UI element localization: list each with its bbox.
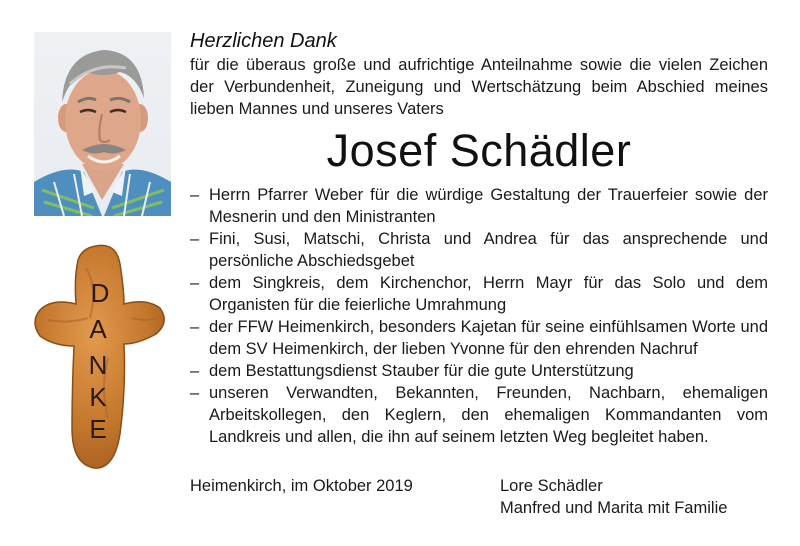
list-dash: – (190, 318, 200, 336)
cross-letter-n: N (88, 350, 108, 380)
list-dash: – (190, 230, 200, 248)
intro-text: für die überaus große und aufrichtige Anteilnahme sowie die vielen Zeichen der Verbundenheit, Zuneigung und Wertschätzung beim Abschied meines lieben Mannes und unseres Vaters (190, 56, 768, 118)
list-item-text: der FFW Heimenkirch, besonders Kajetan für seine einfühlsamen Worte und dem SV Heimenkirch, der lieben Yvonne für den ehrenden Nachruf (209, 318, 768, 358)
list-item (190, 382, 768, 448)
list-item (190, 184, 768, 228)
danke-cross-image (28, 238, 178, 478)
deceased-name: Josef Schädler (326, 125, 632, 176)
list-item-text: Herrn Pfarrer Weber für die würdige Gestaltung der Trauerfeier sowie der Mesnerin und den Ministranten (209, 186, 768, 226)
list-item (190, 316, 768, 360)
cross-letter-d: D (90, 278, 110, 308)
intro-block (190, 29, 768, 120)
list-item-text: dem Singkreis, dem Kirchenchor, Herrn Mayr für das Solo und dem Organisten für die feierliche Umrahmung (209, 274, 768, 314)
thanks-list (190, 184, 768, 448)
list-item (190, 228, 768, 272)
portrait-photo (34, 32, 171, 216)
cross-letter-a: A (89, 314, 107, 344)
list-dash: – (190, 274, 200, 292)
cross-letter-e: E (89, 414, 107, 444)
list-item-text: unseren Verwandten, Bekannten, Freunden, Nachbarn, ehemaligen Arbeitskollegen, den Keglern, den ehemaligen Kommandanten vom Landkreis und allen, die ihn auf seinem letzten Weg begleitet haben. (209, 384, 768, 446)
list-dash: – (190, 384, 200, 402)
list-item (190, 272, 768, 316)
wooden-cross-illustration (28, 238, 178, 478)
signer-name: Lore Schädler (500, 477, 603, 495)
heading: Herzlichen Dank (190, 30, 337, 52)
portrait-illustration (34, 32, 171, 216)
list-dash: – (190, 186, 200, 204)
signers (500, 475, 727, 519)
cross-letter-k: K (89, 382, 107, 412)
signer-name: Manfred und Marita mit Familie (500, 499, 728, 517)
place-date: Heimenkirch, im Oktober 2019 (190, 477, 413, 495)
list-item-text: Fini, Susi, Matschi, Christa und Andrea für das ansprechende und persönliche Abschiedsgebet (209, 230, 768, 270)
list-item-text: dem Bestattungsdienst Stauber für die gute Unterstützung (209, 362, 634, 380)
list-dash: – (190, 362, 200, 380)
list-item (190, 360, 768, 382)
